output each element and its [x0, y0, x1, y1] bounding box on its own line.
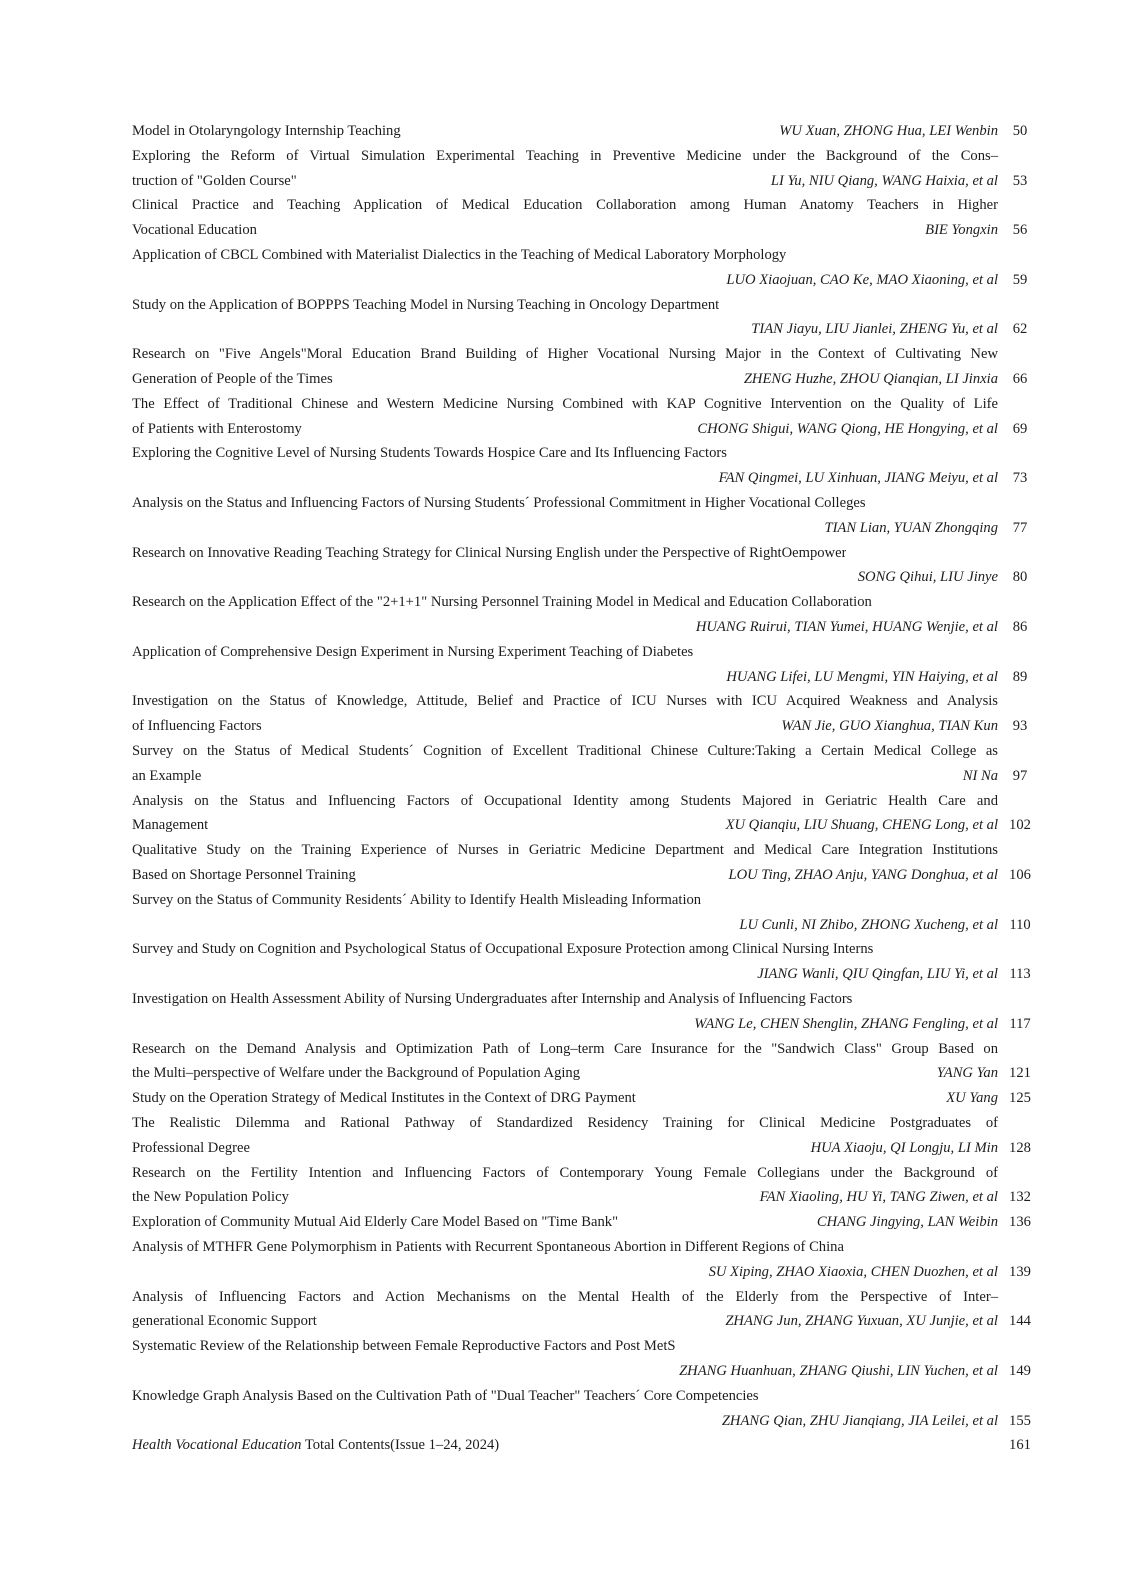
entry-title-text: the Multi–perspective of Welfare under the Background of Population Aging	[132, 1065, 581, 1082]
toc-title-line	[132, 790, 998, 812]
toc-title-line	[132, 542, 998, 564]
entry-authors: LUO Xiaojuan, CAO Ke, MAO Xiaoning, et al	[726, 271, 998, 288]
entry-authors: FAN Qingmei, LU Xinhuan, JIANG Meiyu, et al	[718, 470, 998, 487]
dot-leader	[256, 1137, 805, 1159]
dot-leader	[207, 765, 956, 787]
dot-leader	[138, 914, 733, 936]
toc-entry-line	[132, 1410, 998, 1432]
entry-title-text: Analysis of Influencing Factors and Action Mechanisms on the Mental Health of the Elderly from the Perspective of Inter–	[132, 1288, 998, 1305]
toc-entry-line	[132, 814, 998, 836]
entry-page-number: 86	[1012, 619, 1028, 635]
entry-authors: ZHANG Huanhuan, ZHANG Qiushi, LIN Yuchen, et al	[679, 1363, 998, 1379]
toc-title-line	[132, 393, 998, 415]
toc-entry-line	[132, 219, 998, 241]
entry-title-text: Study on the Application of BOPPPS Teaching Model in Nursing Teaching in Oncology Department	[132, 296, 720, 313]
entry-authors: ZHANG Qian, ZHU Jianqiang, JIA Leilei, et al	[721, 1412, 998, 1429]
dot-leader	[362, 864, 723, 886]
dot-leader	[138, 269, 720, 291]
entry-authors: CHANG Jingying, LAN Weibin	[816, 1214, 998, 1231]
toc-title-line	[132, 839, 998, 861]
entry-title-text: Management	[132, 817, 209, 834]
dot-leader	[586, 1062, 931, 1084]
toc-entry-line	[132, 666, 998, 688]
toc-title-line	[132, 591, 998, 613]
toc-title-line	[132, 244, 998, 266]
dot-leader	[138, 616, 690, 638]
entry-page-number: 161	[1009, 1437, 1031, 1454]
dot-leader	[858, 988, 998, 1010]
entry-title-text: The Realistic Dilemma and Rational Pathway of Standardized Residency Training for Clinical Medicine Postgraduates of	[132, 1115, 998, 1131]
toc-title-line	[132, 492, 998, 514]
final-entry-title	[132, 1434, 499, 1456]
entry-authors: TIAN Lian, YUAN Zhongqing	[824, 519, 998, 536]
dot-leader	[214, 814, 719, 836]
toc-title-line	[132, 442, 998, 464]
entry-title-text: Research on the Demand Analysis and Optimization Path of Long–term Care Insurance for the "Sandwich Class" Group Based on	[132, 1040, 998, 1057]
entry-title-text: Based on Shortage Personnel Training	[132, 867, 356, 883]
dot-leader	[138, 1013, 688, 1035]
entry-title-text: Survey on the Status of Medical Students´ Cognition of Excellent Traditional Chinese Culture:Taking a Certain Medical College as	[132, 743, 998, 759]
entry-title-text: Survey on the Status of Community Residents´ Ability to Identify Health Misleading Information	[132, 891, 702, 908]
entry-authors: NI Na	[962, 767, 998, 784]
entry-title-text: Knowledge Graph Analysis Based on the Cultivation Path of "Dual Teacher" Teachers´ Core Competencies	[132, 1387, 759, 1404]
dot-leader	[263, 219, 919, 241]
dot-leader	[138, 566, 852, 588]
toc-entry-line	[132, 1186, 998, 1208]
entry-title-text: Analysis on the Status and Influencing Factors of Occupational Identity among Students Majored in Geriatric Health Care and	[132, 792, 998, 809]
entry-authors: JIANG Wanli, QIU Qingfan, LIU Yi, et al	[757, 966, 998, 983]
toc-title-line	[132, 988, 998, 1010]
toc-title-line	[132, 740, 998, 762]
toc-entry-line	[132, 318, 998, 340]
toc-entry-line	[132, 864, 998, 886]
entry-authors: YANG Yan	[936, 1065, 998, 1082]
toc-title-line	[132, 1038, 998, 1060]
entry-title-text: Professional Degree	[132, 1139, 250, 1156]
toc-entry-line	[132, 1434, 998, 1456]
entry-title-text: Study on the Operation Strategy of Medical Institutes in the Context of DRG Payment	[132, 1090, 636, 1107]
entry-title-text: Research on "Five Angels"Moral Education Brand Building of Higher Vocational Nursing Major in the Context of Cultivating New	[132, 346, 998, 363]
dot-leader	[407, 120, 774, 142]
entry-page-number: 69	[1012, 420, 1028, 437]
toc-entry-line	[132, 1211, 998, 1233]
entry-page-number: 56	[1012, 222, 1028, 239]
entry-authors: WAN Jie, GUO Xianghua, TIAN Kun	[781, 718, 998, 735]
entry-title-text: Generation of People of the Times	[132, 371, 333, 387]
entry-title-text: Investigation on Health Assessment Ability of Nursing Undergraduates after Internship and Analysis of Influencing Factors	[132, 991, 853, 1007]
dot-leader	[682, 1335, 998, 1357]
toc-entry-line	[132, 765, 998, 787]
entry-title-text: Qualitative Study on the Training Experience of Nurses in Geriatric Medicine Department and Medical Care Integration Institutions	[132, 842, 998, 859]
journal-name: Health Vocational Education	[132, 1437, 302, 1454]
entry-title-text: Research on the Fertility Intention and Influencing Factors of Contemporary Young Female Collegians under the Background of	[132, 1164, 998, 1181]
entry-authors: XU Qianqiu, LIU Shuang, CHENG Long, et al	[725, 817, 998, 834]
entry-page-number: 89	[1012, 668, 1028, 685]
dot-leader	[852, 542, 998, 564]
entry-authors: LI Yu, NIU Qiang, WANG Haixia, et al	[770, 172, 998, 189]
entry-title-text: Systematic Review of the Relationship between Female Reproductive Factors and Post MetS	[132, 1338, 676, 1355]
entry-authors: LU Cunli, NI Zhibo, ZHONG Xucheng, et al	[739, 916, 998, 933]
entry-authors: ZHENG Huzhe, ZHOU Qianqian, LI Jinxia	[743, 371, 998, 387]
toc-title-line	[132, 294, 998, 316]
entry-authors: WANG Le, CHEN Shenglin, ZHANG Fengling, et al	[694, 1015, 998, 1032]
entry-title-text: Application of CBCL Combined with Materialist Dialectics in the Teaching of Medical Laboratory Morphology	[132, 247, 787, 263]
entry-authors: SU Xiping, ZHAO Xiaoxia, CHEN Duozhen, et al	[708, 1263, 998, 1280]
entry-page-number: 66	[1012, 371, 1028, 387]
entry-page-number: 132	[1009, 1189, 1031, 1206]
toc-title-line	[132, 1335, 998, 1357]
entry-title-text: the New Population Policy	[132, 1189, 289, 1206]
entry-title-text: an Example	[132, 767, 202, 784]
toc-entry-line	[132, 914, 998, 936]
entry-page-number: 62	[1012, 321, 1028, 338]
dot-leader	[733, 442, 998, 464]
entry-title-text: truction of "Golden Course"	[132, 172, 297, 189]
entry-page-number: 136	[1009, 1214, 1031, 1231]
entry-page-number: 117	[1009, 1015, 1031, 1032]
entry-page-number: 110	[1009, 916, 1031, 933]
dot-leader	[138, 318, 745, 340]
toc-title-line	[132, 1385, 998, 1407]
dot-leader	[323, 1310, 720, 1332]
toc-entry-line	[132, 616, 998, 638]
toc-entry-line	[132, 1137, 998, 1159]
dot-leader	[624, 1211, 811, 1233]
entry-title-text: of Influencing Factors	[132, 718, 262, 735]
dot-leader	[138, 467, 713, 489]
toc-title-line	[132, 1236, 998, 1258]
entry-title-text: Survey and Study on Cognition and Psychological Status of Occupational Exposure Protection among Clinical Nursing Interns	[132, 941, 874, 958]
toc-title-line	[132, 1112, 998, 1134]
dot-leader	[339, 368, 738, 390]
entry-authors: HUANG Lifei, LU Mengmi, YIN Haiying, et al	[726, 668, 998, 685]
dot-leader	[872, 492, 998, 514]
entry-authors: HUA Xiaoju, QI Longju, LI Min	[810, 1139, 998, 1156]
entry-page-number: 59	[1012, 271, 1028, 288]
toc-entry-line	[132, 1013, 998, 1035]
dot-leader	[879, 938, 998, 960]
entry-title-text: Model in Otolaryngology Internship Teaching	[132, 123, 401, 139]
dot-leader	[642, 1087, 940, 1109]
final-entry-text: Total Contents(Issue 1–24, 2024)	[301, 1437, 500, 1454]
toc-title-line	[132, 889, 998, 911]
entry-authors: XU Yang	[946, 1090, 998, 1107]
dot-leader	[308, 418, 692, 440]
entry-authors: TIAN Jiayu, LIU Jianlei, ZHENG Yu, et al	[751, 321, 998, 338]
dot-leader	[138, 963, 751, 985]
entry-title-text: Research on Innovative Reading Teaching Strategy for Clinical Nursing English under the Perspective of RightOempower	[132, 544, 847, 561]
toc-title-line	[132, 641, 998, 663]
entry-authors: BIE Yongxin	[925, 222, 998, 239]
entry-title-text: Application of Comprehensive Design Experiment in Nursing Experiment Teaching of Diabetes	[132, 643, 694, 660]
entry-page-number: 155	[1009, 1412, 1031, 1429]
dot-leader	[138, 1261, 703, 1283]
entry-title-text: Exploring the Cognitive Level of Nursing Students Towards Hospice Care and Its Influencing Factors	[132, 445, 727, 462]
entry-title-text: Exploration of Community Mutual Aid Elderly Care Model Based on "Time Bank"	[132, 1214, 619, 1231]
dot-leader	[138, 666, 720, 688]
entry-title-text: Research on the Application Effect of the "2+1+1" Nursing Personnel Training Model in Medical and Education Collaboration	[132, 594, 872, 611]
entry-title-text: Analysis on the Status and Influencing Factors of Nursing Students´ Professional Commitment in Higher Vocational Colleges	[132, 495, 866, 511]
toc-entry-line	[132, 1310, 998, 1332]
entry-title-text: The Effect of Traditional Chinese and Western Medicine Nursing Combined with KAP Cognitive Intervention on the Quality of Life	[132, 395, 998, 412]
dot-leader	[138, 1410, 716, 1432]
entry-page-number: 149	[1009, 1363, 1031, 1379]
dot-leader	[138, 1360, 673, 1382]
entry-page-number: 144	[1009, 1313, 1031, 1330]
entry-authors: ZHANG Jun, ZHANG Yuxuan, XU Junjie, et al	[725, 1313, 998, 1330]
entry-authors: SONG Qihui, LIU Jinye	[857, 569, 998, 586]
dot-leader	[699, 641, 998, 663]
toc-entry-line	[132, 1087, 998, 1109]
toc-entry-line	[132, 963, 998, 985]
toc-entry-line	[132, 517, 998, 539]
toc-title-line	[132, 1162, 998, 1184]
entry-authors: CHONG Shigui, WANG Qiong, HE Hongying, et al	[697, 420, 998, 437]
entry-title-text: of Patients with Enterostomy	[132, 420, 302, 437]
toc-entry-line	[132, 467, 998, 489]
toc-entry-line	[132, 1062, 998, 1084]
entry-page-number: 80	[1012, 569, 1028, 586]
dot-leader	[295, 1186, 754, 1208]
entry-page-number: 113	[1009, 966, 1031, 983]
dot-leader	[850, 1236, 998, 1258]
toc-entry-line	[132, 418, 998, 440]
entry-page-number: 139	[1009, 1263, 1031, 1280]
entry-page-number: 128	[1009, 1139, 1031, 1156]
entry-authors: WU Xuan, ZHONG Hua, LEI Wenbin	[779, 123, 998, 139]
entry-page-number: 102	[1009, 817, 1031, 834]
dot-leader	[303, 170, 765, 192]
dot-leader	[725, 294, 998, 316]
toc-title-line	[132, 1286, 998, 1308]
toc-entry-line	[132, 269, 998, 291]
entry-title-text: generational Economic Support	[132, 1313, 317, 1330]
dot-leader	[138, 517, 818, 539]
toc-title-line	[132, 343, 998, 365]
toc-entry-line	[132, 170, 998, 192]
entry-authors: FAN Xiaoling, HU Yi, TANG Ziwen, et al	[759, 1189, 998, 1206]
dot-leader	[792, 244, 998, 266]
toc-entry-line	[132, 566, 998, 588]
dot-leader	[765, 1385, 998, 1407]
toc-title-line	[132, 194, 998, 216]
entry-title-text: Exploring the Reform of Virtual Simulation Experimental Teaching in Preventive Medicine under the Background of the Cons–	[132, 147, 998, 164]
entry-title-text: Analysis of MTHFR Gene Polymorphism in Patients with Recurrent Spontaneous Abortion in Different Regions of China	[132, 1239, 844, 1255]
toc-title-line	[132, 690, 998, 712]
toc-entry-line	[132, 1261, 998, 1283]
entry-page-number: 53	[1012, 172, 1028, 189]
toc-title-line	[132, 938, 998, 960]
entry-title-text: Clinical Practice and Teaching Application of Medical Education Collaboration among Human Anatomy Teachers in Higher	[132, 197, 998, 214]
dot-leader	[707, 889, 998, 911]
toc-entry-line	[132, 368, 998, 390]
entry-authors: HUANG Ruirui, TIAN Yumei, HUANG Wenjie, et al	[695, 619, 998, 635]
entry-page-number: 97	[1012, 767, 1028, 784]
entry-title-text: Investigation on the Status of Knowledge, Attitude, Belief and Practice of ICU Nurses with ICU Acquired Weakness and Analysis	[132, 693, 998, 710]
entry-page-number: 73	[1012, 470, 1028, 487]
toc-entry-line	[132, 1360, 998, 1382]
dot-leader	[268, 715, 776, 737]
toc-entry-line	[132, 120, 998, 142]
entry-page-number: 121	[1009, 1065, 1031, 1082]
dot-leader	[505, 1434, 998, 1456]
toc-title-line	[132, 145, 998, 167]
entry-page-number: 50	[1012, 123, 1028, 139]
entry-title-text: Vocational Education	[132, 222, 257, 239]
entry-page-number: 125	[1009, 1090, 1031, 1107]
entry-page-number: 93	[1012, 718, 1028, 735]
dot-leader	[878, 591, 998, 613]
entry-authors: LOU Ting, ZHAO Anju, YANG Donghua, et al	[728, 867, 998, 883]
entry-page-number: 77	[1012, 519, 1028, 536]
entry-page-number: 106	[1009, 867, 1031, 883]
toc-entry-line	[132, 715, 998, 737]
